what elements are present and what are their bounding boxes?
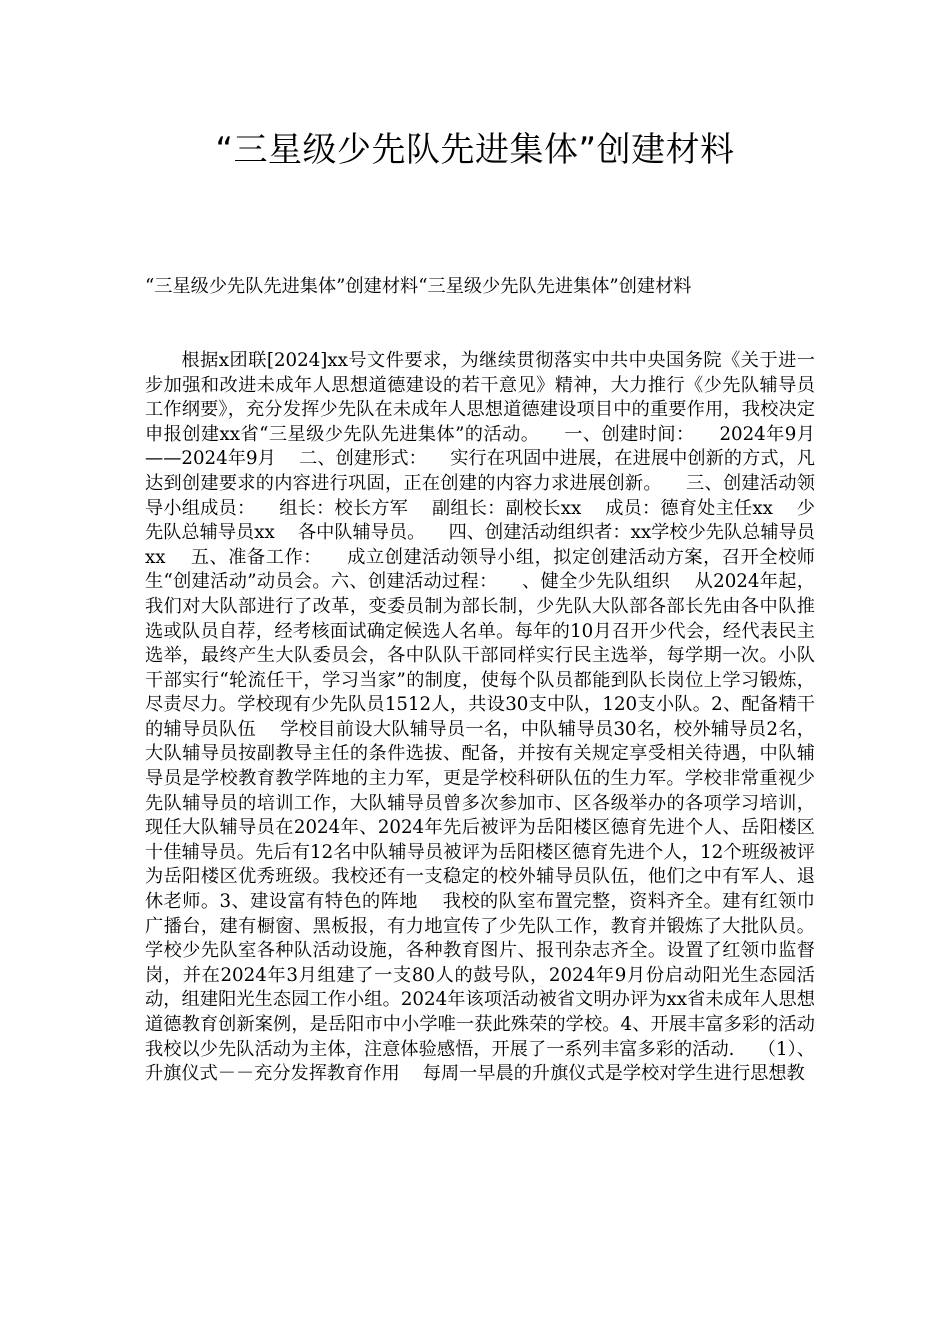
body-paragraph: 根据x团联[2024]xx号文件要求，为继续贯彻落实中共中央国务院《关于进一步加强和改进未成年人思想道德建设的若干意见》精神，大力推行《少先队辅导员工作纲要》，充分发挥少先队在未成年人思想道德建设项目中的重要作用，我校决定申报创建xx省“三星级少先队先进集体”的活动。 一、创建时间： 2024年9月——2024年9月 二、创建形式： 实行在巩固中进展，在进展中创新的方式，凡达到创建要求的内容进行巩固，正在创建的内容力求进展创新。 三、创建活动领导小组成员： 组长：校长方军 副组长：副校长xx 成员：德育处主任xx 少先队总辅导员xx 各中队辅导员。 四、创建活动组织者：xx学校少先队总辅导员xx 五、准备工作： 成立创建活动领导小组，拟定创建活动方案，召开全校师生“创建活动”动员会。六、创建活动过程： 、健全少先队组织 从2024年起，我们对大队部进行了改革，变委员制为部长制，少先队大队部各部长先由各中队推选或队员自荐，经考核面试确定候选人名单。每年的10月召开少代会，经代表民主选举，最终产生大队委员会，各中队队干部同样实行民主选举，每学期一次。小队干部实行“轮流任干，学习当家”的制度，使每个队员都能到队长岗位上学习锻炼，尽责尽力。学校现有少先队员1512人，共设30支中队，120支小队。2、配备精干的辅导员队伍 学校目前设大队辅导员一名，中队辅导员30名，校外辅导员2名，大队辅导员按副教导主任的条件选拔、配备，并按有关规定享受相关待遇，中队辅导员是学校教育教学阵地的主力军，更是学校科研队伍的生力军。学校非常重视少先队辅导员的培训工作，大队辅导员曾多次参加市、区各级举办的各项学习培训，现任大队辅导员在2024年、2024年先后被评为岳阳楼区德育先进个人、岳阳楼区十佳辅导员。先后有12名中队辅导员被评为岳阳楼区德育先进个人，12个班级被评为岳阳楼区优秀班级。我校还有一支稳定的校外辅导员队伍，他们之中有军人、退休老师。3、建设富有特色的阵地 我校的队室布置完整，资料齐全。建有红领巾广播台，建有橱窗、黑板报，有力地宣传了少先队工作，教育并锻炼了大批队员。学校少先队室各种队活动设施，各种教育图片、报刊杂志齐全。设置了红领巾监督岗，并在2024年3月组建了一支80人的鼓号队，2024年9月份启动阳光生态园活动，组建阳光生态园工作小组。2024年该项活动被省文明办评为xx省未成年人思想道德教育创新案例，是岳阳市中小学唯一获此殊荣的学校。4、开展丰富多彩的活动 我校以少先队活动为主体，注意体验感悟，开展了一系列丰富多彩的活动. （1）、升旗仪式－－充分发挥教育作用 每周一早晨的升旗仪式是学校对学生进行思想教 — [145, 349, 839, 1085]
lead-paragraph: “三星级少先队先进集体”创建材料“三星级少先队先进集体”创建材料 — [145, 276, 692, 298]
document-body — [145, 226, 839, 1136]
document-title: “三星级少先队先进集体”创建材料 — [215, 130, 735, 170]
